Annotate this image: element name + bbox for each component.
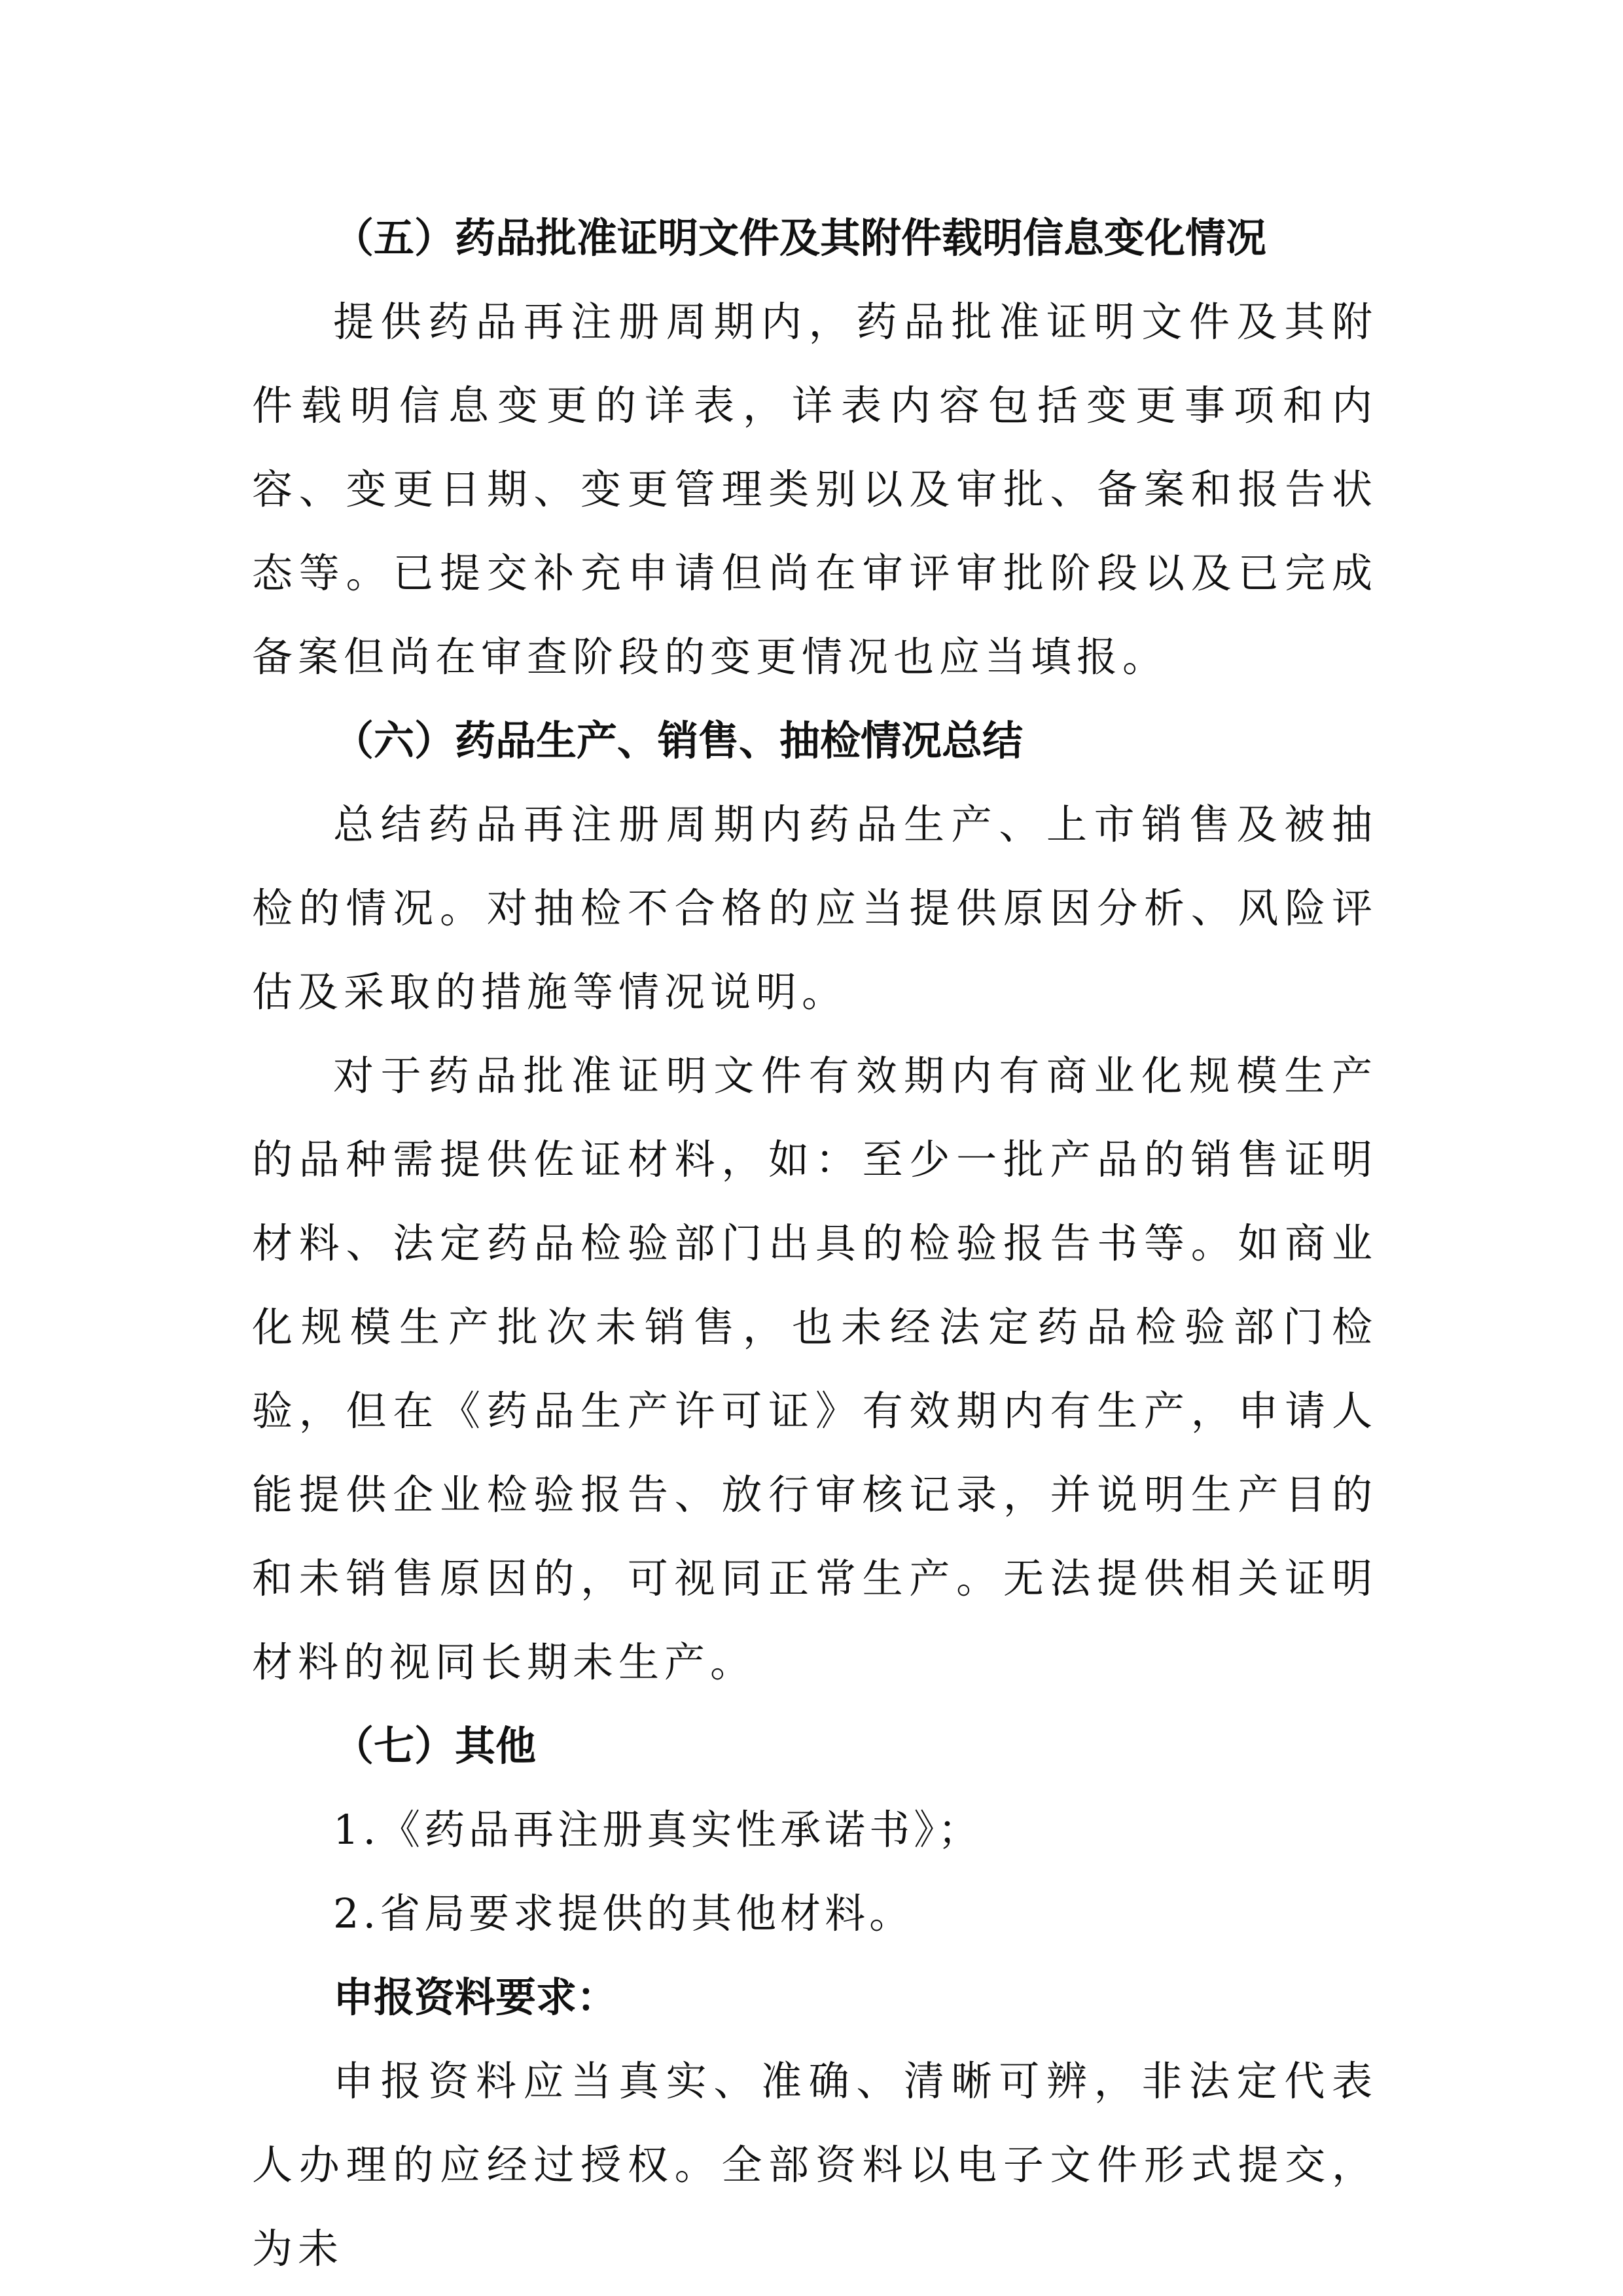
requirements-heading: 申报资料要求： [333,1973,618,2021]
section-5-heading: （五）药品批准证明文件及其附件载明信息变化情况 [333,214,1267,262]
section-5-paragraph: 提供药品再注册周期内，药品批准证明文件及其附件载明信息变更的详表，详表内容包括变更事项和内容、变更日期、变更管理类别以及审批、备案和报告状态等。已提交补充申请但尚在审评审批阶段以及已完成备案但尚在审查阶段的变更情况也应当填报。 [252,298,1378,681]
section-6-paragraph-1: 总结药品再注册周期内药品生产、上市销售及被抽检的情况。对抽检不合格的应当提供原因分析、风险评估及采取的措施等情况说明。 [252,800,1378,1016]
requirements-paragraph: 申报资料应当真实、准确、清晰可辨，非法定代表人办理的应经过授权。全部资料以电子文件形式提交，为未 [252,2057,1378,2272]
section-7-heading: （七）其他 [333,1722,537,1770]
document-page [252,196,1378,2291]
section-6-heading: （六）药品生产、销售、抽检情况总结 [333,717,1024,764]
section-6-paragraph-2: 对于药品批准证明文件有效期内有商业化规模生产的品种需提供佐证材料，如：至少一批产品的销售证明材料、法定药品检验部门出具的检验报告书等。如商业化规模生产批次未销售，也未经法定药品检验部门检验，但在《药品生产许可证》有效期内有生产，申请人能提供企业检验报告、放行审核记录，并说明生产目的和未销售原因的，可视同正常生产。无法提供相关证明材料的视同长期未生产。 [252,1052,1378,1686]
section-7-item-2: 2.省局要求提供的其他材料。 [333,1890,914,1937]
section-7-item-1: 1.《药品再注册真实性承诺书》； [333,1806,983,1854]
